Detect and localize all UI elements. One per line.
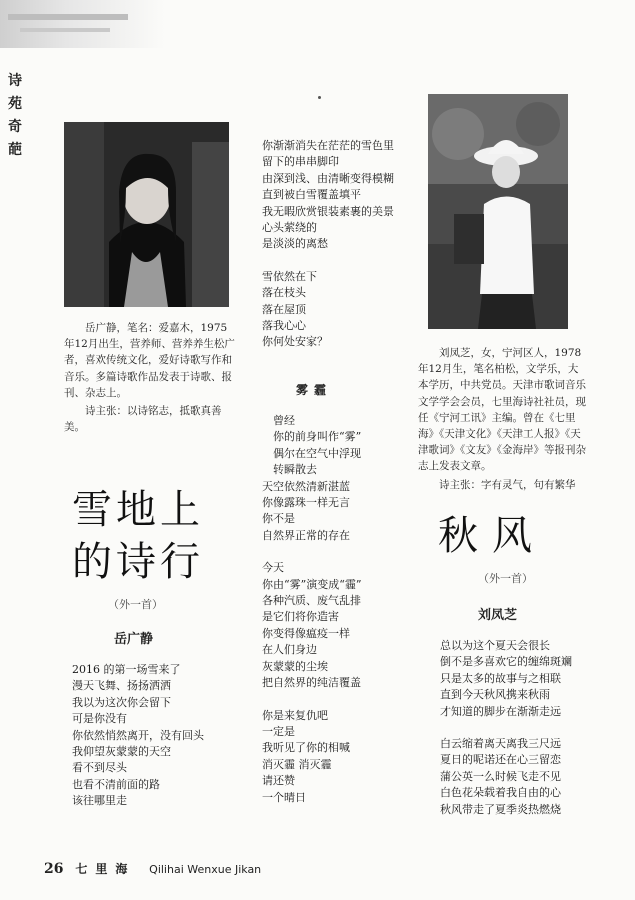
poem-line: 你由“雾”演变成“霾” bbox=[262, 577, 362, 591]
poem-line: 你渐渐消失在茫茫的雪色里 bbox=[262, 139, 394, 152]
poem-line: 心头萦绕的 bbox=[262, 221, 317, 235]
magazine-name: 七里海 bbox=[75, 862, 136, 876]
second-poem-title: 雾霾 bbox=[296, 383, 333, 397]
poem-line: 是淡淡的离愁 bbox=[262, 237, 328, 251]
poem-title-line: 雪地上 bbox=[72, 487, 204, 533]
poem-line: 今天 bbox=[262, 561, 284, 575]
author-photo-liu bbox=[428, 94, 568, 329]
poem-line: 才知道的脚步在渐渐走远 bbox=[440, 704, 561, 718]
poem-line: 一个晴日 bbox=[262, 790, 306, 804]
poem-line: 落我心心 bbox=[262, 319, 306, 333]
poem-line: 直到今天秋风携来秋雨 bbox=[440, 688, 550, 702]
stanza bbox=[440, 736, 610, 818]
stanza bbox=[262, 413, 432, 544]
poetics-statement: 诗主张：以诗铭志，抵歌真善美。 bbox=[64, 405, 222, 434]
page-footer bbox=[44, 860, 261, 877]
poem-line: 蒲公英一么时候飞走不见 bbox=[440, 769, 561, 783]
poem-title bbox=[72, 484, 204, 588]
poem-body bbox=[72, 662, 242, 810]
poem-line: 我听见了你的相喊 bbox=[262, 741, 350, 755]
bio-text: 刘凤芝，女，宁河区人，1978年12月生，笔名柏松，文学乐，大本学历，中共党员。天津市歌词音乐文学学会会员，七里海诗社社员，现任《宁河工讯》主编。曾在《七里海》《天津文化》《天津工人报》《天津歌词》《文友》《金海岸》等报刊杂志上发表文章。 bbox=[418, 347, 586, 473]
poem-line: 转瞬散去 bbox=[273, 463, 317, 477]
poem-line: 你的前身叫作“雾” bbox=[273, 430, 362, 444]
poem-line: 你是来复仇吧 bbox=[262, 708, 328, 722]
poem-line: 自然界正常的存在 bbox=[262, 528, 350, 542]
poem-line: 灰蒙蒙的尘埃 bbox=[262, 659, 328, 673]
poem-line: 我仰望灰蒙蒙的天空 bbox=[72, 745, 171, 759]
stanza bbox=[262, 269, 432, 351]
poem-author: 岳广静 bbox=[114, 632, 154, 647]
poem-line: 天空依然清新湛蓝 bbox=[262, 479, 350, 493]
poem-line: 直到被白雪覆盖填平 bbox=[262, 188, 361, 202]
poem-line: 是它们将你造害 bbox=[262, 610, 339, 624]
poem-line: 把自然界的纯洁覆盖 bbox=[262, 676, 361, 690]
header-decoration bbox=[0, 0, 165, 48]
poem-author: 刘凤芝 bbox=[478, 608, 518, 623]
poem-line: 落在屋顶 bbox=[262, 302, 306, 316]
poem-line: 你变得像瘟疫一样 bbox=[262, 626, 350, 640]
poem-line: 各种汽质、废气乱排 bbox=[262, 594, 361, 608]
poem-line: 秋风带走了夏季炎热燃烧 bbox=[440, 802, 561, 816]
poem-line: 落在枝头 bbox=[262, 286, 306, 300]
author-bio-liu bbox=[418, 345, 586, 493]
poem-line: 曾经 bbox=[273, 414, 295, 427]
poem-line: 也看不清前面的路 bbox=[72, 777, 160, 791]
poem-line: 消灭霾 消灭霾 bbox=[262, 757, 332, 771]
poem-line: 白色花朵载着我自由的心 bbox=[440, 786, 561, 800]
poem-line: 你何处安家？ bbox=[262, 335, 328, 349]
poem-title: 秋风 bbox=[438, 513, 546, 559]
divider-dot bbox=[318, 96, 321, 99]
poem-line: 你像露珠一样无言 bbox=[262, 496, 350, 510]
poem-continuation bbox=[262, 138, 432, 367]
poem-subtitle: （外一首） bbox=[108, 598, 163, 611]
poem-title-line: 的诗行 bbox=[72, 539, 204, 585]
section-label: 诗苑奇葩 bbox=[8, 73, 22, 158]
poem-line: 雪依然在下 bbox=[262, 269, 317, 283]
poem-line: 漫天飞舞、扬扬洒洒 bbox=[72, 679, 171, 693]
poem-line: 只是太多的故事与之相联 bbox=[440, 671, 561, 685]
portrait-image bbox=[64, 122, 229, 307]
author-bio-yue bbox=[64, 320, 236, 435]
poem-line: 总以为这个夏天会很长 bbox=[440, 639, 550, 652]
poem-line: 可是你没有 bbox=[72, 712, 127, 726]
poem-line: 由深到浅、由清晰变得模糊 bbox=[262, 171, 394, 185]
poem-line: 我以为这次你会留下 bbox=[72, 695, 171, 709]
poetics-statement: 诗主张：字有灵气，句有繁华 bbox=[439, 478, 576, 491]
author-photo-yue bbox=[64, 122, 229, 307]
page-number: 26 bbox=[44, 861, 64, 877]
stanza bbox=[262, 560, 432, 691]
stanza bbox=[262, 138, 432, 253]
stanza bbox=[262, 708, 432, 806]
poem-line: 留下的串串脚印 bbox=[262, 155, 339, 169]
poem-line: 在人们身边 bbox=[262, 643, 317, 657]
poem-line: 2016 的第一场雪来了 bbox=[72, 663, 181, 676]
poem-line: 请还赞 bbox=[262, 774, 295, 788]
poem-line: 看不到尽头 bbox=[72, 761, 127, 775]
poem-line: 我无暇欣赏银装素裹的美景 bbox=[262, 204, 394, 218]
poem-line: 夏日的呢诺还在心三留恋 bbox=[440, 753, 561, 767]
poem-line: 你不是 bbox=[262, 512, 295, 526]
poem-subtitle: （外一首） bbox=[478, 572, 533, 585]
poem-line: 倒不是多喜欢它的缠绵斑斓 bbox=[440, 655, 572, 669]
poem-body bbox=[440, 638, 610, 834]
header-decoration-bar bbox=[20, 28, 110, 32]
poem-line: 该往哪里走 bbox=[72, 794, 127, 808]
poem-line: 偶尔在空气中浮现 bbox=[273, 446, 361, 460]
poem-line: 白云缩着离天离我三尺远 bbox=[440, 737, 561, 751]
header-decoration-bar bbox=[8, 14, 128, 20]
magazine-english-name: Qilihai Wenxue Jikan bbox=[149, 863, 262, 876]
poem-line: 你依然悄然离开，没有回头 bbox=[72, 728, 204, 742]
poem-line: 一定是 bbox=[262, 724, 295, 738]
second-poem-body bbox=[262, 413, 432, 822]
bio-text: 岳广静，笔名：爱嘉木，1975年12月出生，营养师、营养养生松广者，喜欢传统文化，爱好诗歌写作和音乐。多篇诗歌作品发表于诗歌、报刊、杂志上。 bbox=[64, 322, 235, 399]
stanza bbox=[440, 638, 610, 720]
portrait-image bbox=[428, 94, 568, 329]
